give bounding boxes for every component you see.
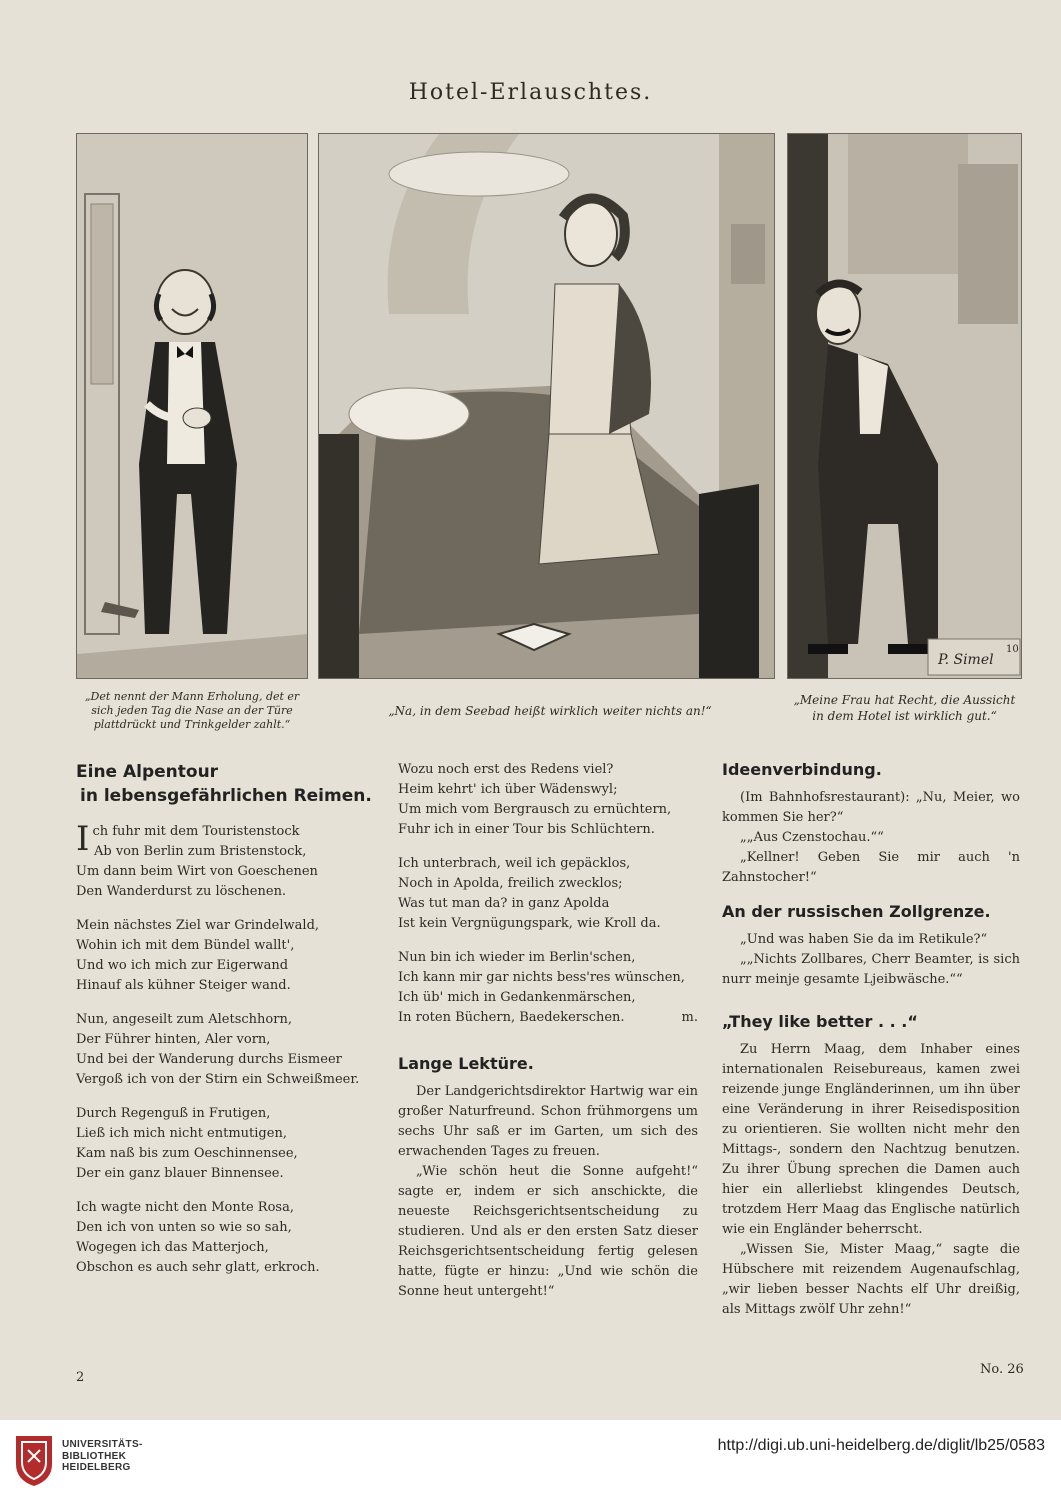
poem-stanza: Nun, angeseilt zum Aletschhorn, Der Führer hinten, Aler vorn, Und bei der Wanderung durchs Eismeer Vergoß ich von der Stirn ein Schweißmeer. (76, 1012, 360, 1087)
footer-bar (0, 1420, 1061, 1498)
bedroom-drawing (319, 134, 775, 679)
article-paragraph: „„Nichts Zollbares, Cherr Beamter, is sich nurr meinje gesamte Ljeibwäsche.““ (722, 952, 1020, 987)
article-paragraph: „Wissen Sie, Mister Maag,“ sagte die Hübschere mit reizendem Augenaufschlag, „wir lieben besser Nachts elf Uhr dreißig, als Mittags zwölf Uhr zehn!“ (722, 1242, 1020, 1317)
poem-stanza: Mein nächstes Ziel war Grindelwald, Wohin ich mit dem Bündel wallt', Und wo ich mich zur Eigerwand Hinauf als kühner Steiger wand. (76, 918, 320, 993)
caption-left: „Det nennt der Mann Erholung, det er sich jeden Tag die Nase an der Türe plattdrückt und Trinkgelder zahlt.“ (84, 690, 300, 731)
column-left (76, 760, 376, 1278)
column-right (722, 760, 1020, 1320)
author-initial: m. (681, 1010, 698, 1025)
article-paragraph: „„Aus Czenstochau.““ (740, 830, 884, 845)
poem-stanza: Wozu noch erst des Redens viel? Heim kehrt' ich über Wädenswyl; Um mich vom Bergrausch zu ernüchtern, Fuhr ich in einer Tour bis Schlüchtern. (398, 762, 672, 837)
caption-right: „Meine Frau hat Recht, die Aussicht in dem Hotel ist wirklich gut.“ (793, 693, 1016, 723)
poem-stanza: Nun bin ich wieder im Berlin'schen, Ich kann mir gar nichts bess'res wünschen, Ich üb' mich in Gedankenmärschen, In roten Büchern, Baedekerschen. m. (398, 948, 698, 1028)
illustration-waiter (76, 133, 308, 679)
article-paragraph: „Und was haben Sie da im Retikule?“ (740, 932, 988, 947)
article-heading-ideenverbindung: Ideenverbindung. (722, 760, 882, 779)
article-heading-zollgrenze: An der russischen Zollgrenze. (722, 902, 991, 921)
article-paragraph: „Wie schön heut die Sonne aufgeht!“ sagte er, indem er sich anschickte, die neueste Reichsgerichtsentscheidung zu studieren. Und als er den ersten Satz dieser Reichsgerichtsentscheidung fertig gelesen hatte, fügte er hinzu: „Und wie schön die Sonne heut untergeht!“ (398, 1164, 698, 1299)
article-paragraph: Der Landgerichtsdirektor Hartwig war ein großer Naturfreund. Schon frühmorgens um sechs Uhr saß er im Garten, um sich des erwachenden Tages zu freuen. (398, 1084, 698, 1159)
article-heading-lektuere: Lange Lektüre. (398, 1054, 534, 1073)
caption-middle: „Na, in dem Seebad heißt wirklich weiter nichts an!“ (388, 704, 712, 718)
poem-stanza: Ich wagte nicht den Monte Rosa, Den ich von unten so wie so sah, Wogegen ich das Matterjoch, Obschon es auch sehr glatt, erkroch. (76, 1200, 320, 1275)
column-middle (398, 760, 698, 1302)
page-number: 2 (76, 1370, 85, 1385)
article-heading-they-like-better: „They like better . . .“ (722, 1012, 918, 1031)
artist-signature-year: 10 (1006, 644, 1019, 655)
peeking-man-drawing (788, 134, 1022, 679)
waiter-drawing (77, 134, 308, 679)
poem-stanza: Ich fuhr mit dem Touristenstock Ab von Berlin zum Bristenstock, Um dann beim Wirt von Goeschenen Den Wanderdurst zu löschenen. (76, 819, 318, 899)
source-url[interactable]: http://digi.ub.uni-heidelberg.de/diglit/lb25/0583 (717, 1437, 1045, 1454)
university-seal-icon (12, 1430, 56, 1488)
dropcap: I (76, 819, 90, 859)
poem-stanza: Durch Regenguß in Frutigen, Ließ ich mich nicht entmutigen, Kam naß bis zum Oeschinnensee, Der ein ganz blauer Binnensee. (76, 1106, 298, 1181)
issue-number: No. 26 (980, 1362, 1024, 1377)
artist-signature: P. Simel (938, 652, 994, 668)
poem-stanza: Ich unterbrach, weil ich gepäcklos, Noch in Apolda, freilich zwecklos; Was tut man da? in ganz Apolda Ist kein Vergnügungspark, wie Kroll da. (398, 856, 661, 931)
illustration-bedroom (318, 133, 775, 679)
page-title: Hotel-Erlauschtes. (408, 80, 653, 105)
illustration-peeking-man (787, 133, 1022, 679)
article-paragraph: (Im Bahnhofsrestaurant): „Nu, Meier, wo kommen Sie her?“ (722, 790, 1020, 825)
institution-name: UNIVERSITÄTS- BIBLIOTHEK HEIDELBERG (62, 1439, 143, 1473)
article-heading-alpentour: Eine Alpentour in lebensgefährlichen Reimen. (76, 762, 372, 806)
article-paragraph: „Kellner! Geben Sie mir auch 'n Zahnstocher!“ (722, 850, 1020, 885)
article-paragraph: Zu Herrn Maag, dem Inhaber eines internationalen Reisebureaus, kamen zwei reizende junge Engländerinnen, um ihn über eine Veränderung in ihrer Reisedisposition zu orientieren. Sie wollten nicht mehr den Mittags-, sondern den Nachtzug benutzen. Zu ihrer Übung sprechen die Damen auch hier ein allerliebst klingendes Deutsch, trotzdem Herr Maag das Englische natürlich wie ein Engländer beherrscht. (722, 1042, 1020, 1237)
